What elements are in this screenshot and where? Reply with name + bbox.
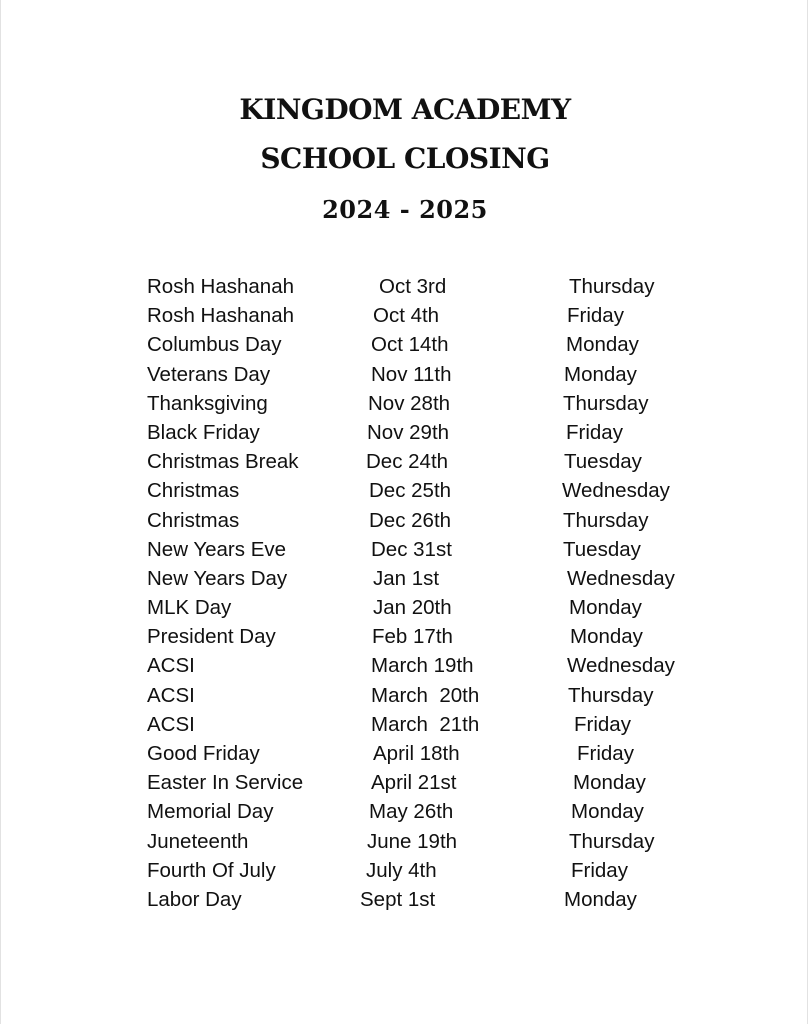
holiday-name: Veterans Day: [147, 362, 271, 386]
closing-row: [1, 564, 808, 593]
closing-row: [1, 681, 808, 710]
holiday-name: Rosh Hashanah: [147, 275, 295, 298]
closing-weekday: Wednesday: [567, 566, 675, 590]
closing-weekday: Thursday: [563, 508, 649, 532]
closing-row: [1, 476, 808, 505]
closing-date: Sept 1st: [360, 887, 436, 911]
closing-weekday: Thursday: [563, 391, 649, 415]
holiday-name: Thanksgiving: [147, 391, 268, 415]
holiday-name: Fourth Of July: [147, 858, 276, 882]
closing-weekday: Monday: [573, 771, 646, 795]
closing-weekday: Thursday: [569, 829, 655, 853]
holiday-name: Christmas: [147, 479, 240, 503]
holiday-name: Labor Day: [147, 887, 242, 911]
closing-row: [1, 330, 808, 359]
closing-date: Feb 17th: [372, 625, 453, 649]
closing-row: [1, 710, 808, 739]
holiday-name: Christmas Break: [147, 450, 299, 474]
closing-row: [1, 651, 808, 680]
closing-weekday: Friday: [566, 420, 623, 444]
closing-row: [1, 301, 808, 330]
closing-date: March 20th: [371, 683, 480, 707]
closing-weekday: Monday: [569, 596, 642, 620]
holiday-name: Easter In Service: [147, 771, 304, 795]
holiday-name: Columbus Day: [147, 333, 282, 357]
holiday-name: ACSI: [147, 683, 195, 707]
closing-row: [1, 593, 808, 622]
closing-date: July 4th: [366, 858, 437, 882]
closing-row: [1, 272, 808, 301]
closing-row: [1, 827, 808, 856]
closing-weekday: Friday: [574, 712, 631, 736]
closing-weekday: Tuesday: [564, 450, 642, 474]
year-range-heading: 2024 - 2025: [322, 195, 488, 224]
holiday-name: ACSI: [147, 654, 195, 678]
closing-list: [1, 272, 808, 914]
closing-row: [1, 360, 808, 389]
closing-weekday: Friday: [577, 742, 634, 765]
closing-date: Dec 25th: [369, 479, 452, 503]
closing-date: Nov 29th: [367, 420, 450, 444]
holiday-name: ACSI: [147, 712, 195, 736]
holiday-name: President Day: [147, 625, 276, 649]
closing-row: [1, 535, 808, 564]
closing-row: [1, 622, 808, 651]
holiday-name: Good Friday: [147, 742, 260, 765]
closing-heading: SCHOOL CLOSING: [260, 142, 550, 175]
closing-weekday: Monday: [570, 625, 643, 649]
school-name-heading: KINGDOM ACADEMY: [239, 93, 571, 126]
holiday-name: Christmas: [147, 508, 240, 532]
closing-date: May 26th: [369, 800, 454, 824]
closing-date: Nov 11th: [371, 362, 452, 386]
closing-date: June 19th: [367, 829, 458, 853]
closing-date: March 19th: [371, 654, 474, 678]
closing-date: April 18th: [373, 742, 460, 765]
closing-date: Jan 20th: [373, 596, 452, 620]
holiday-name: Black Friday: [147, 420, 260, 444]
closing-weekday: Tuesday: [563, 537, 641, 561]
closing-row: [1, 797, 808, 826]
closing-weekday: Wednesday: [562, 479, 670, 503]
closing-date: April 21st: [371, 771, 457, 795]
holiday-name: MLK Day: [147, 596, 232, 620]
closing-row: [1, 418, 808, 447]
closing-weekday: Friday: [571, 858, 628, 882]
closing-row: [1, 856, 808, 885]
closing-date: Nov 28th: [368, 391, 451, 415]
holiday-name: New Years Day: [147, 566, 288, 590]
holiday-name: Juneteenth: [147, 829, 249, 853]
closing-weekday: Thursday: [568, 683, 654, 707]
holiday-name: Memorial Day: [147, 800, 274, 824]
closing-weekday: Monday: [564, 362, 637, 386]
closing-date: Jan 1st: [373, 566, 440, 590]
closing-date: Oct 4th: [373, 304, 440, 328]
closing-date: Dec 31st: [371, 537, 452, 561]
closing-weekday: Monday: [566, 333, 639, 357]
closing-row: [1, 389, 808, 418]
closing-weekday: Friday: [567, 304, 624, 328]
holiday-name: New Years Eve: [147, 537, 287, 561]
holiday-name: Rosh Hashanah: [147, 304, 295, 328]
closing-row: [1, 768, 808, 797]
closing-date: Oct 3rd: [379, 275, 447, 298]
closing-date: March 21th: [371, 712, 480, 736]
closing-row: [1, 506, 808, 535]
closing-row: [1, 447, 808, 476]
closing-date: Dec 24th: [366, 450, 449, 474]
closing-date: Oct 14th: [371, 333, 449, 357]
closing-weekday: Wednesday: [567, 654, 675, 678]
closing-weekday: Monday: [564, 887, 637, 911]
closing-weekday: Thursday: [569, 275, 655, 298]
closing-row: [1, 739, 808, 768]
closing-row: [1, 885, 808, 914]
closing-weekday: Monday: [571, 800, 644, 824]
closing-date: Dec 26th: [369, 508, 452, 532]
